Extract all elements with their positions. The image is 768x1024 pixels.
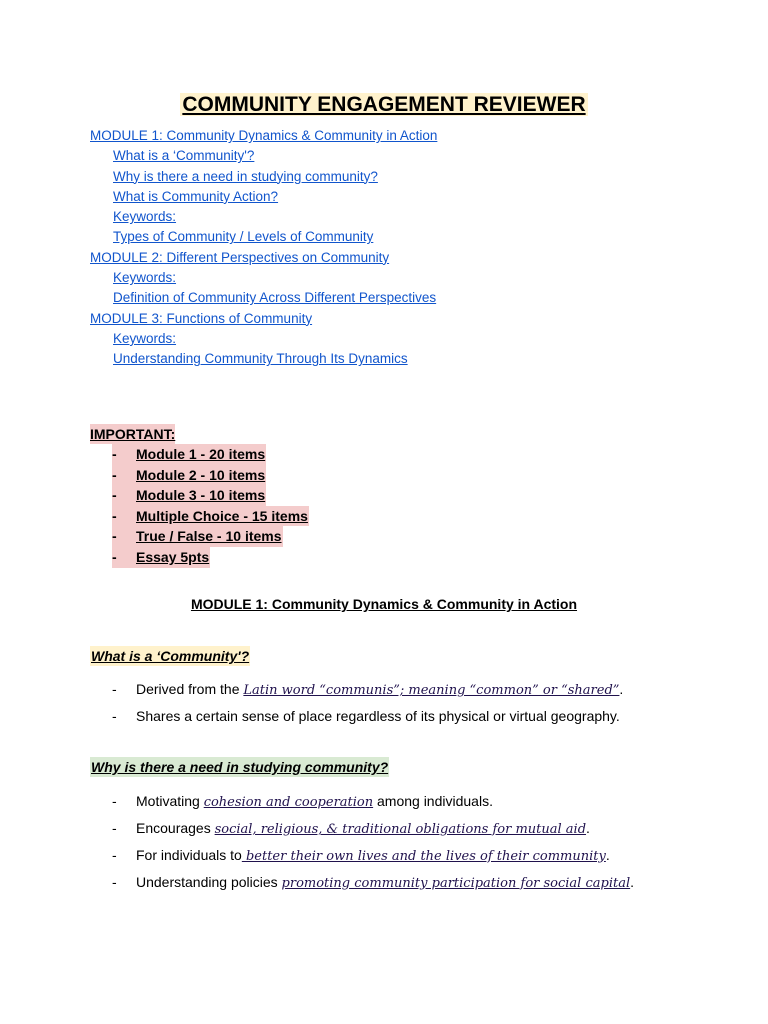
toc-link-module-3[interactable]: MODULE 3: Functions of Community <box>90 310 313 326</box>
dash-bullet: - <box>112 465 136 486</box>
bullet-text <box>136 842 610 870</box>
list-item <box>90 815 740 842</box>
important-item: Essay 5pts <box>136 547 210 568</box>
bullet-text-emphasis: better their own lives and the lives of their community <box>241 849 606 864</box>
important-notes <box>90 424 690 568</box>
dash-bullet: - <box>112 547 136 568</box>
bullet-text-emphasis: promoting community participation for social capital <box>281 876 631 891</box>
dash-bullet: - <box>112 444 136 465</box>
section-1-bullets <box>90 676 740 730</box>
table-of-contents <box>90 126 690 370</box>
dash-bullet: - <box>112 526 136 547</box>
bullet-text <box>136 869 634 897</box>
important-item: Module 3 - 10 items <box>136 485 266 506</box>
dash-bullet: - <box>112 681 117 697</box>
toc-link-why-study-community[interactable]: Why is there a need in studying community? <box>113 168 378 184</box>
toc-link-types-of-community[interactable]: Types of Community / Levels of Community <box>113 229 374 245</box>
bullet-text <box>136 815 590 843</box>
bullet-text <box>136 788 493 816</box>
bullet-text <box>136 703 620 730</box>
bullet-text-plain: Derived from the <box>136 681 244 697</box>
list-item <box>90 526 690 547</box>
list-item <box>90 444 690 465</box>
bullet-text-plain: . <box>619 681 624 697</box>
dash-bullet: - <box>112 485 136 506</box>
document-title: COMMUNITY ENGAGEMENT REVIEWER <box>182 93 586 116</box>
dash-bullet: - <box>112 820 117 836</box>
dash-bullet: - <box>112 506 136 527</box>
important-list <box>90 444 690 568</box>
bullet-text-plain: Encourages <box>136 820 215 836</box>
important-item: Module 1 - 20 items <box>136 444 266 465</box>
bullet-text-plain: For individuals to <box>136 847 242 863</box>
toc-link-definition-perspectives[interactable]: Definition of Community Across Different Perspectives <box>113 290 437 306</box>
toc-link-understanding-dynamics[interactable]: Understanding Community Through Its Dynamics <box>113 351 408 367</box>
bullet-text-plain: Shares a certain sense of place regardless of its physical or virtual geography. <box>136 708 620 724</box>
toc-link-module-1[interactable]: MODULE 1: Community Dynamics & Community in Action <box>90 128 438 143</box>
bullet-text-plain: . <box>586 820 590 836</box>
list-item <box>90 703 740 730</box>
bullet-text-plain: Motivating <box>136 793 204 809</box>
bullet-text-plain: . <box>605 847 610 863</box>
toc-link-what-is-community-action[interactable]: What is Community Action? <box>113 188 279 204</box>
list-item <box>90 485 690 506</box>
dash-bullet: - <box>112 847 117 863</box>
important-item: Multiple Choice - 15 items <box>136 506 309 527</box>
toc-link-module-2[interactable]: MODULE 2: Different Perspectives on Community <box>90 249 390 265</box>
module-1-heading: MODULE 1: Community Dynamics & Community in Action <box>190 596 578 612</box>
list-item <box>90 788 740 815</box>
bullet-text-plain: Understanding policies <box>136 874 282 890</box>
section-2-bullets <box>90 788 740 896</box>
toc-link-what-is-community[interactable]: What is a ‘Community'? <box>113 148 255 164</box>
bullet-text-emphasis: Latin word “communis”; meaning “common” or “shared” <box>243 683 620 698</box>
dash-bullet: - <box>112 708 117 724</box>
list-item <box>90 506 690 527</box>
important-heading: IMPORTANT: <box>90 426 176 442</box>
toc-link-keywords-3[interactable]: Keywords: <box>113 330 177 346</box>
document-title-row <box>0 93 768 117</box>
dash-bullet: - <box>112 874 117 890</box>
dash-bullet: - <box>112 793 117 809</box>
list-item <box>90 465 690 486</box>
list-item <box>90 842 740 869</box>
bullet-text <box>136 676 623 704</box>
important-item: True / False - 10 items <box>136 526 283 547</box>
list-item <box>90 676 740 703</box>
toc-link-keywords-2[interactable]: Keywords: <box>113 270 177 286</box>
section-heading-what-is-community: What is a ‘Community'? <box>91 648 250 664</box>
bullet-text-emphasis: social, religious, & traditional obligations for mutual aid <box>214 822 587 837</box>
section-heading-why-study-community: Why is there a need in studying community? <box>91 759 389 775</box>
toc-link-keywords-1[interactable]: Keywords: <box>113 209 177 225</box>
bullet-text-plain: . <box>630 874 635 890</box>
important-item: Module 2 - 10 items <box>136 465 266 486</box>
bullet-text-plain: among individuals. <box>373 793 493 809</box>
bullet-text-emphasis: cohesion and cooperation <box>203 795 374 810</box>
list-item <box>90 547 690 568</box>
list-item <box>90 869 740 896</box>
